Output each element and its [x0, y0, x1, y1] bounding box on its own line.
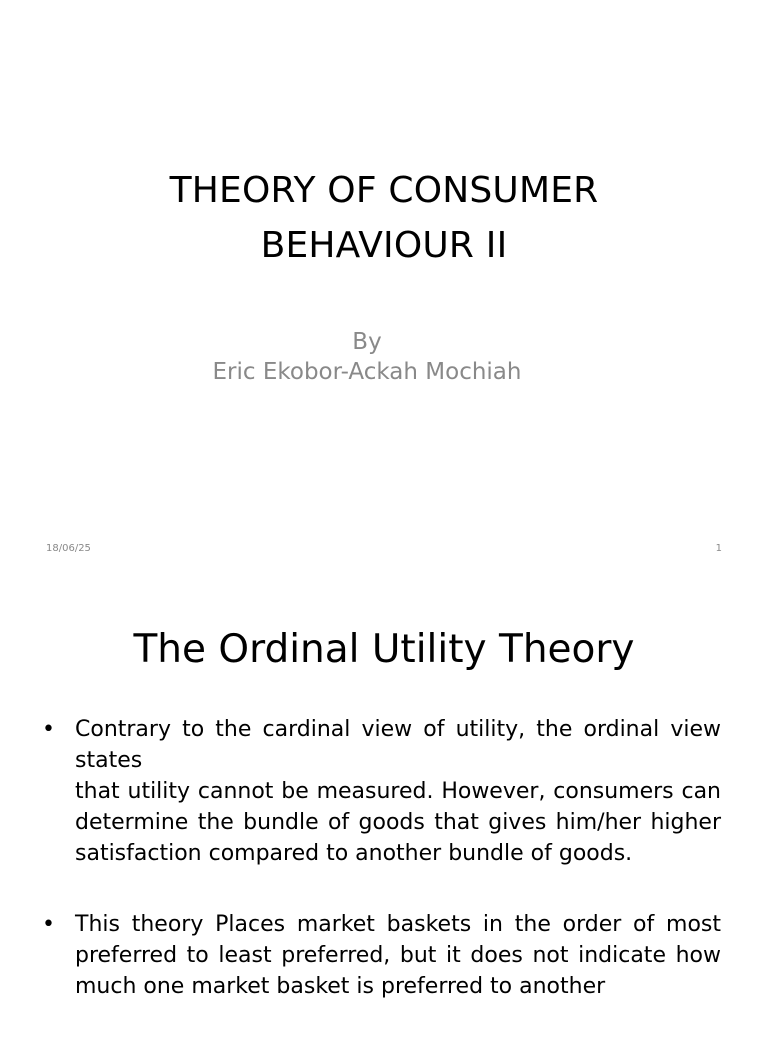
bullet-text-line: much one market basket is preferred to another — [75, 974, 606, 999]
bullet-item — [0, 909, 721, 1002]
slide-title — [0, 163, 768, 273]
bullet-icon: • — [42, 717, 55, 742]
bullet-icon: • — [42, 912, 55, 937]
bullet-text-line: This theory Places market baskets in the order of most — [75, 912, 721, 937]
slide-title-line-2: BEHAVIOUR II — [260, 225, 508, 266]
slide-2 — [0, 576, 768, 1024]
slide-2-title: The Ordinal Utility Theory — [133, 627, 635, 672]
subtitle-author: Eric Ekobor-Ackah Mochiah — [212, 359, 522, 385]
bullet-item — [0, 714, 721, 869]
bullet-list — [0, 714, 768, 1042]
footer-date: 18/06/25 — [46, 543, 91, 554]
slide-title-line-1: THEORY OF CONSUMER — [169, 170, 599, 211]
slide-subtitle — [0, 327, 734, 387]
bullet-text-line: preferred to least preferred, but it does not indicate how — [75, 943, 721, 968]
bullet-text-line: satisfaction compared to another bundle of goods. — [75, 841, 633, 866]
subtitle-by: By — [352, 329, 382, 355]
bullet-text-line: Contrary to the cardinal view of utility, the ordinal view states — [75, 717, 721, 773]
bullet-text-line: that utility cannot be measured. However, consumers can — [75, 779, 721, 804]
bullet-text-line: determine the bundle of goods that gives him/her higher — [75, 810, 721, 835]
page-number: 1 — [715, 543, 722, 554]
